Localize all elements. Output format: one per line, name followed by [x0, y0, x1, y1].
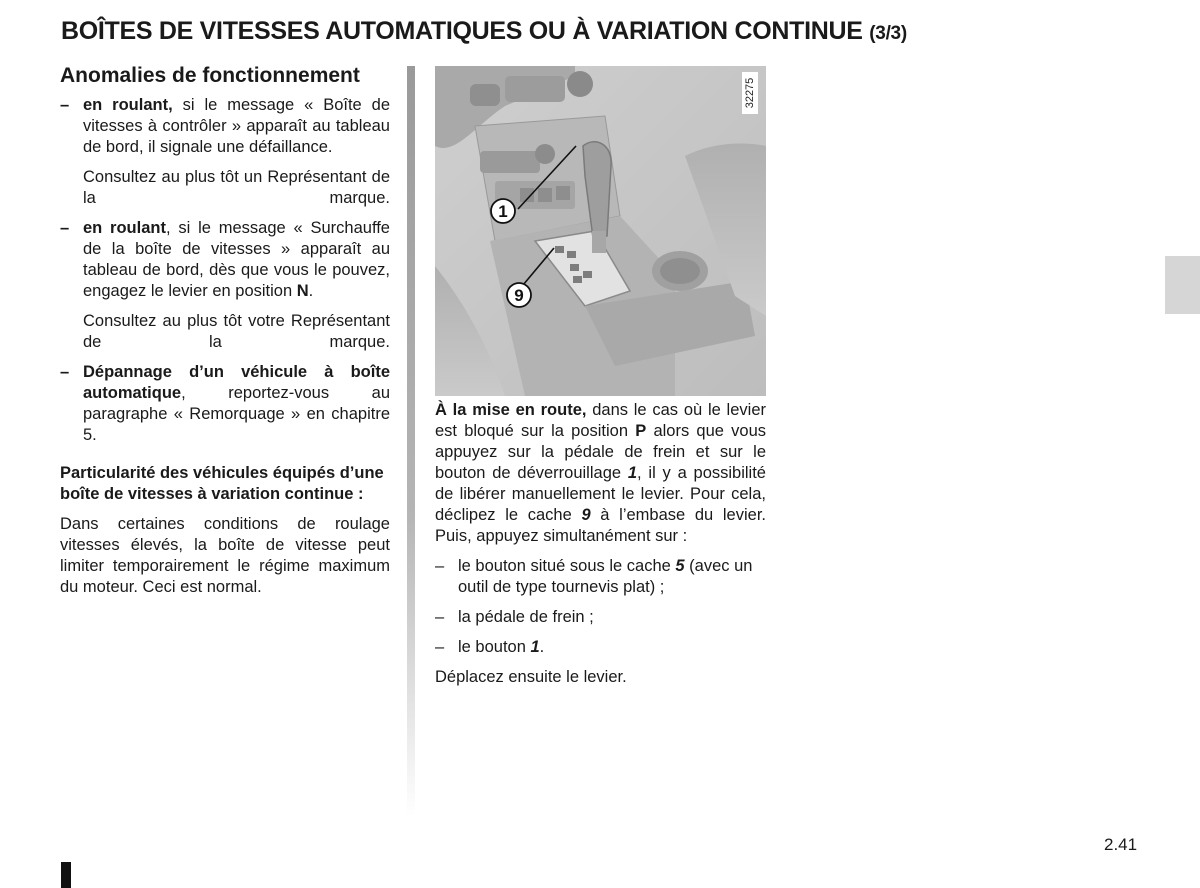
list-item-body: , reportez-vous au paragraphe « Remorquage » en chapitre 5. [83, 384, 390, 444]
step-ref: 5 [675, 557, 685, 575]
release-intro-paragraph [435, 400, 766, 547]
gear-lever-illustration [435, 66, 766, 396]
list-item-text [83, 218, 390, 302]
intro-text-1: dans le cas où le levier est bloqué sur la position [435, 401, 766, 440]
list-dash: – [435, 638, 445, 656]
page-title-text: BOÎTES DE VITESSES AUTOMATIQUES OU À VARIATION CONTINUE [61, 17, 863, 45]
page-number: 2.41 [1104, 835, 1138, 854]
list-item-message-surchauffe [60, 218, 390, 353]
paragraph-variation-continue: Dans certaines conditions de roulage vitesses élevés, la boîte de vitesse peut limiter temporairement le régime maximum du moteur. Ceci est normal. [60, 515, 390, 596]
step-text: la pédale de frein ; [458, 608, 594, 626]
list-item-depannage [60, 362, 390, 446]
list-item-step [435, 607, 766, 628]
list-item-step [435, 556, 766, 598]
intro-text-2: alors que vous appuyez sur la pédale de frein et sur le bouton de déverrouillage [435, 422, 766, 482]
intro-ref-1: 1 [627, 464, 638, 482]
list-item-step [435, 637, 766, 658]
list-dash: – [60, 219, 70, 237]
figure-reference-number: 32275 [744, 77, 756, 109]
step-text-end: (avec un outil de type tournevis plat) ; [458, 557, 753, 596]
list-dash: – [60, 96, 70, 114]
intro-bold-position: P [635, 422, 647, 440]
step-text: le bouton [458, 638, 531, 656]
left-column [60, 63, 390, 598]
step-ref: 1 [530, 638, 540, 656]
gear-lever-photo [435, 66, 766, 396]
page-title [61, 17, 1061, 46]
intro-text-3: , il y a possibilité de libérer manuellement le levier. Pour cela, déclipez le cache [435, 464, 766, 524]
section-heading: Anomalies de fonctionnement [60, 64, 360, 87]
list-dash: – [435, 608, 445, 626]
callout-9-label: 9 [514, 286, 524, 305]
step-text-end: . [539, 638, 545, 656]
corner-mark [61, 862, 71, 888]
chapter-thumb-tab [1165, 256, 1200, 314]
list-item-bold: en roulant, [83, 96, 173, 114]
list-dash: – [60, 363, 70, 381]
page-title-suffix: (3/3) [869, 23, 907, 44]
closing-paragraph: Déplacez ensuite le levier. [435, 668, 627, 686]
list-item-subtext: Consultez au plus tôt votre Représentant de la marque. [83, 312, 390, 351]
list-item-subtext: Consultez au plus tôt un Représentant de la marque. [83, 168, 390, 207]
list-item-message-controle [60, 95, 390, 209]
step-text: le bouton situé sous le cache [458, 557, 676, 575]
list-item-text [83, 362, 390, 446]
list-dash: – [435, 557, 445, 575]
intro-text-4: à l’embase du levier. Puis, appuyez simultanément sur : [435, 506, 766, 545]
list-item-body: , si le message « Surchauffe de la boîte de vitesses » apparaît au tableau de bord, dès que vous le pouvez, engagez le levier en position [83, 219, 390, 300]
list-item-bold: Dépannage d’un véhicule à boîte automatique [83, 363, 390, 402]
list-item-bold: en roulant [83, 219, 166, 237]
subsection-heading: Particularité des véhicules équipés d’une boîte de vitesses à variation continue : [60, 464, 384, 503]
list-item-body: si le message « Boîte de vitesses à contrôler » apparaît au tableau de bord, il signale une défaillance. [83, 96, 390, 156]
callout-1-label: 1 [498, 202, 508, 221]
column-divider [407, 66, 415, 816]
intro-ref-9: 9 [581, 506, 591, 524]
right-column [435, 400, 766, 688]
list-item-text [83, 95, 390, 158]
list-item-body-end: . [308, 282, 314, 300]
list-item-bold-position: N [296, 282, 309, 300]
figure-reference [742, 72, 758, 114]
intro-bold: À la mise en route, [435, 401, 587, 419]
